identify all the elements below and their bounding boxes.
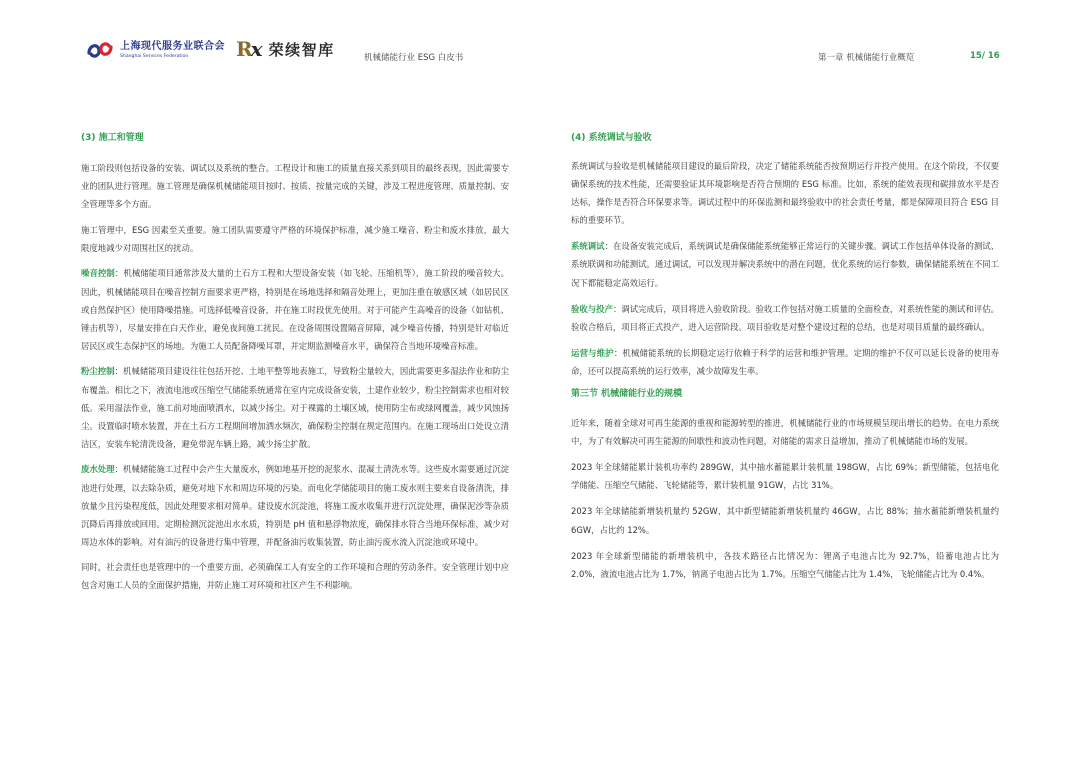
- interlocked-ribbon-logo-icon: [86, 39, 114, 61]
- brand-logo: [236, 37, 335, 61]
- federation-logo: [86, 37, 225, 63]
- chapter-title: 第一章 机械储能行业概览: [818, 53, 915, 63]
- paragraph-acceptance: [571, 300, 999, 336]
- term-wastewater: 废水处理: [81, 464, 115, 475]
- paragraph: 2023 年全球储能累计装机功率约 289GW，其中抽水蓄能累计装机量 198GW，占比 69%；新型储能，包括电化学储能、压缩空气储能、飞轮储能等，累计装机量 91GW，占比 31%。: [571, 462, 999, 491]
- paragraph-system-debug: [571, 237, 999, 291]
- section-heading-construction: (3) 施工和管理: [81, 133, 144, 143]
- paragraph: 2023 年全球新型储能的新增装机中，各技术路径占比情况为：锂离子电池占比为 92.7%，铅蓄电池占比为 2.0%，液流电池占比为 1.7%，钠离子电池占比为 1.7%。压缩空气储能占比为 1.4%，飞轮储能占比为 0.4%。: [571, 550, 999, 579]
- paragraph: 系统调试与验收是机械储能项目建设的最后阶段，决定了储能系统能否按预期运行并投产使用。在这个阶段，不仅要确保系统的技术性能，还需要验证其环境影响是否符合预期的 ESG 标准。比如，系统的能效表现和碳排放水平是否达标，操作是否符合环保要求等。调试过程中的环保监测和最终验收中的社会责任考量，都是保障项目符合 ESG 目标的重要环节。: [571, 161, 999, 226]
- paragraph-body: ：机械储能系统的长期稳定运行依赖于科学的运营和维护管理。定期的维护不仅可以延长设备的使用寿命，还可以提高系统的运行效率，减少故障发生率。: [571, 347, 1000, 376]
- brand-name: 荣续智库: [268, 40, 335, 59]
- right-column: [571, 132, 999, 591]
- rx-monogram-logo-icon: Rx: [236, 37, 261, 61]
- paragraph: 施工管理中，ESG 因素至关重要。施工团队需要遵守严格的环境保护标准，减少施工噪音、粉尘和废水排放，最大限度地减少对周围社区的扰动。: [81, 224, 509, 253]
- term-dust-control: 粉尘控制: [81, 366, 115, 377]
- paragraph: 2023 年全球储能新增装机量约 52GW，其中新型储能新增装机量约 46GW，占比 88%；抽水蓄能新增装机量约 6GW，占比约 12%。: [571, 506, 999, 535]
- term-operations: 运营与维护: [571, 347, 614, 358]
- document-title: 机械储能行业 ESG 白皮书: [364, 53, 464, 63]
- paragraph-dust-control: [81, 362, 509, 452]
- paragraph-body: ：调试完成后，项目将进入验收阶段。验收工作包括对施工质量的全面检查，对系统性能的测试和评估。验收合格后，项目将正式投产，进入运营阶段。项目验收是对整个建设过程的总结，也是对项目质量的最终确认。: [571, 303, 1000, 332]
- term-acceptance: 验收与投产: [571, 303, 613, 314]
- term-noise-control: 噪音控制: [81, 268, 115, 279]
- paragraph: 近年来，随着全球对可再生能源的重视和能源转型的推进，机械储能行业的市场规模呈现出增长的趋势。在电力系统中，为了有效解决可再生能源的间歇性和波动性问题，对储能的需求日益增加，推动了机械储能市场的发展。: [571, 418, 999, 447]
- paragraph-wastewater: [81, 460, 509, 550]
- paragraph-operations: [571, 344, 999, 380]
- paragraph-body: ：机械储能项目通常涉及大量的土石方工程和大型设备安装（如飞轮、压缩机等），施工阶段的噪音较大。因此，机械储能项目在噪音控制方面要求更严格，特别是在场地选择和隔音处理上，更加注重在敏感区域（如居民区或自然保护区）使用降噪措施。可选择低噪音设备，并在施工时段优先使用。对于可能产生高噪音的设备（如钻机、锤击机等），尽量安排在白天作业，避免夜间施工扰民。在设备周围设置隔音屏障，减少噪音传播，特别是针对临近居民区或生态保护区的场地。为施工人员配备降噪耳罩，并定期监测噪音水平，确保符合当地环境噪音标准。: [81, 268, 509, 351]
- section-heading-scale: 第三节 机械储能行业的规模: [571, 389, 683, 400]
- paragraph: 同时，社会责任也是管理中的一个重要方面，必须确保工人有安全的工作环境和合理的劳动条件。安全管理计划中应包含对施工人员的全面保护措施，并防止施工对环境和社区产生不利影响。: [81, 562, 509, 591]
- page-header: [0, 0, 1080, 70]
- paragraph-body: ：机械储能施工过程中会产生大量废水，例如地基开挖的泥浆水、混凝土清洗水等。这些废水需要通过沉淀池进行处理，以去除杂质，避免对地下水和周边环境的污染。而电化学储能项目的施工废水则主要来自设备清洗，排放量少且污染程度低，因此处理要求相对简单。建设废水沉淀池，将施工废水收集并进行沉淀处理，确保泥沙等杂质沉降后再排放或回用。定期检测沉淀池出水水质，特别是 pH 值和悬浮物浓度，确保排水符合当地环保标准，减少对周边水体的影响。对有油污的设备进行集中管理，并配备油污收集装置，防止油污废水流入沉淀池或环境中。: [81, 464, 510, 547]
- paragraph-body: ：在设备安装完成后，系统调试是确保储能系统能够正常运行的关键步骤。调试工作包括单体设备的测试、系统联调和功能测试。通过调试，可以发现并解决系统中的潜在问题，优化系统的运行参数，确保储能系统在不同工况下都能稳定高效运行。: [571, 241, 1000, 288]
- paragraph-body: ：机械储能项目建设往往包括开挖、土地平整等地表施工，导致粉尘量较大，因此需要更多湿法作业和防尘布覆盖。相比之下，液流电池或压缩空气储能系统通常在室内完成设备安装，土建作业较少，粉尘控制需求也相对较低。采用湿法作业，施工前对地面喷洒水，以减少扬尘。对于裸露的土壤区域，使用防尘布或绿网覆盖，减少风蚀扬尘。设置临时喷水装置，并在土石方工程期间增加洒水频次，确保粉尘控制在规定范围内。在施工现场出口处设立清洁区，安装车轮清洗设备，避免带泥车辆上路，减少扬尘扩散。: [81, 366, 510, 449]
- paragraph-noise-control: [81, 264, 509, 354]
- paragraph: 施工阶段则包括设备的安装、调试以及系统的整合。工程设计和施工的质量直接关系到项目的最终表现，因此需要专业的团队进行管理。施工管理是确保机械储能项目按时、按质、按量完成的关键，涉及工程进度管理、质量控制、安全管理等多个方面。: [81, 163, 509, 210]
- federation-name-en: Shanghai Services Federation: [120, 53, 189, 59]
- term-system-debug: 系统调试: [571, 241, 605, 252]
- page-number: 15/ 16: [970, 51, 1000, 61]
- left-column: [81, 132, 509, 602]
- section-heading-commissioning: (4) 系统调试与验收: [571, 133, 652, 143]
- federation-name-cn: 上海现代服务业联合会: [120, 40, 225, 52]
